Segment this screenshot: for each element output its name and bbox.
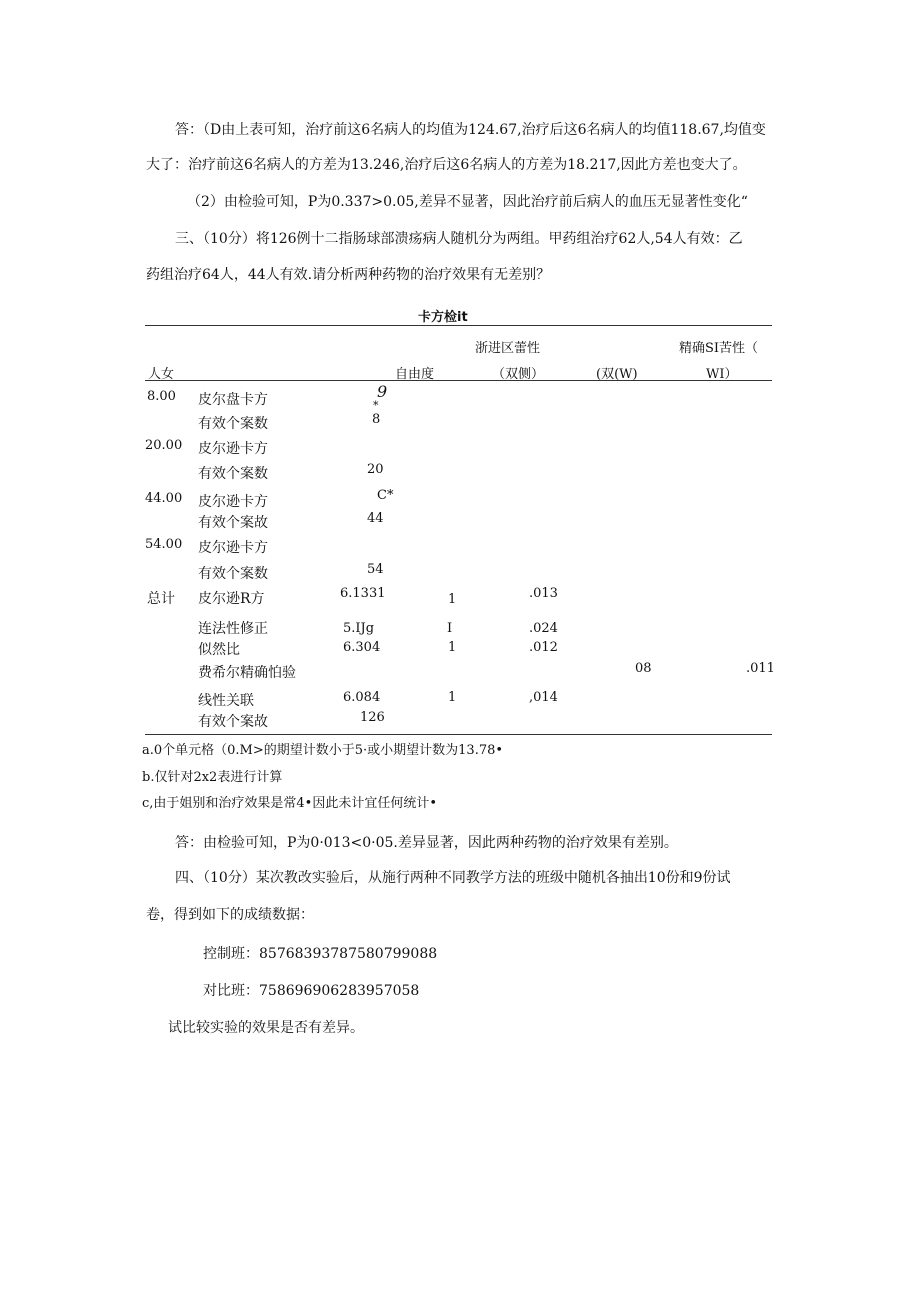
- question4-line1: 四、（10分）某次教改实验后，从施行两种不同教学方法的班级中随机各抽出10份和9份试: [175, 870, 731, 886]
- table-group-cell: 总计: [147, 591, 175, 607]
- header-asymp-two-sided: （双侧）: [492, 367, 545, 382]
- answer3: 答：由检验可知，P为0·013<0·05.差异显著，因此两种药物的治疗效果有差别。: [175, 835, 678, 851]
- table-df-cell: 1: [448, 690, 457, 705]
- table-df-cell: 1: [448, 592, 457, 607]
- table-value-cell: 44: [367, 511, 384, 526]
- header-exact-two-sided: (双(W): [596, 367, 638, 382]
- header-asymp-label: 浙进区蕾性: [475, 341, 541, 356]
- table-value-cell: 6.304: [343, 640, 381, 655]
- table-label-cell: 皮尔逊卡方: [198, 540, 268, 556]
- header-exact-one-sided: WI）: [706, 367, 738, 382]
- table-footnote-c: c,由于姐别和治疗效果是常4•因此未计宜任何统计•: [142, 796, 438, 811]
- table-label-cell: 费希尔精确怕验: [198, 665, 296, 681]
- table-value-cell: 5.IJg: [343, 621, 375, 636]
- table-label-cell: 有效个案数: [198, 466, 268, 482]
- table-value-cell: C*: [377, 488, 394, 503]
- table-footnote-a: a.0个单元格（0.M>的期望计数小于5·或小期望计数为13.78•: [142, 743, 504, 758]
- table-value-cell: 8: [372, 412, 381, 427]
- table-label-cell: 皮尔逊R方: [198, 591, 265, 607]
- header-first-col: 人女: [148, 367, 175, 382]
- table-group-cell: 54.00: [145, 537, 183, 552]
- table-value-cell: 126: [360, 710, 385, 725]
- table-label-cell: 皮尔盘卡方: [198, 392, 268, 408]
- table-top-rule: [145, 325, 772, 326]
- table-header-rule: [145, 380, 772, 381]
- question4-ask: 试比较实验的效果是否有差异。: [168, 1020, 364, 1036]
- header-exact-label: 精确SI苦性（: [679, 341, 759, 356]
- table-label-cell: 皮尔逊卡方: [198, 441, 268, 457]
- table-value-cell: 6.1331: [340, 586, 386, 601]
- table-value-cell: 54: [367, 562, 384, 577]
- table-value-cell: 20: [367, 462, 384, 477]
- table-value-cell: 6.084: [343, 690, 381, 705]
- header-df: 自由度: [395, 367, 435, 382]
- table-label-cell: 有效个案数: [198, 416, 268, 432]
- question4-compare-data: 对比班：758696906283957058: [203, 983, 420, 999]
- table-footnote-b: b.仅针对2x2表进行计算: [142, 770, 283, 785]
- table-label-cell: 皮尔逊卡方: [198, 494, 268, 510]
- table-asymp-cell: .012: [529, 640, 558, 655]
- table-exact2-cell: 08: [635, 661, 652, 676]
- question3-line2: 药组治疗64人，44人有效.请分析两种药物的治疗效果有无差别？: [146, 267, 551, 283]
- table-title: 卡方检it: [418, 310, 468, 325]
- table-asymp-cell: ,014: [529, 690, 558, 705]
- table-value-cell: 9: [377, 382, 388, 401]
- question4-control-data: 控制班：85768393787580799088: [203, 946, 438, 962]
- table-label-cell: 有效个案数: [198, 566, 268, 582]
- question3-line1: 三、（10分）将126例十二指肠球部溃疡病人随机分为两组。甲药组治疗62人,54人有效：乙: [175, 231, 743, 247]
- table-df-cell: I: [447, 621, 453, 636]
- table-exact1-cell: .011: [746, 661, 775, 676]
- table-value-cell: *: [373, 399, 379, 412]
- answer1-line2: 大了：治疗前这6名病人的方差为13.246,治疗后这6名病人的方差为18.217,因此方差也变大了。: [146, 157, 747, 173]
- table-asymp-cell: .024: [529, 621, 558, 636]
- table-group-cell: 8.00: [147, 389, 176, 404]
- table-bottom-rule: [145, 734, 772, 735]
- table-label-cell: 似然比: [198, 642, 240, 658]
- answer1-line3: （2）由检验可知，P为0.337>0.05,差异不显著，因此治疗前后病人的血压无显著性变化“: [187, 194, 748, 210]
- table-label-cell: 有效个案故: [198, 515, 268, 531]
- table-group-cell: 44.00: [145, 491, 183, 506]
- table-group-cell: 20.00: [145, 438, 183, 453]
- table-label-cell: 有效个案故: [198, 714, 268, 730]
- table-label-cell: 连法性修正: [198, 621, 268, 637]
- answer1-line1: 答：（D由上表可知，治疗前这6名病人的均值为124.67,治疗后这6名病人的均值118.67,均值变: [175, 122, 766, 138]
- question4-line2: 卷，得到如下的成绩数据：: [146, 907, 314, 923]
- table-df-cell: 1: [448, 640, 457, 655]
- table-label-cell: 线性关联: [198, 693, 254, 709]
- table-asymp-cell: .013: [529, 586, 558, 601]
